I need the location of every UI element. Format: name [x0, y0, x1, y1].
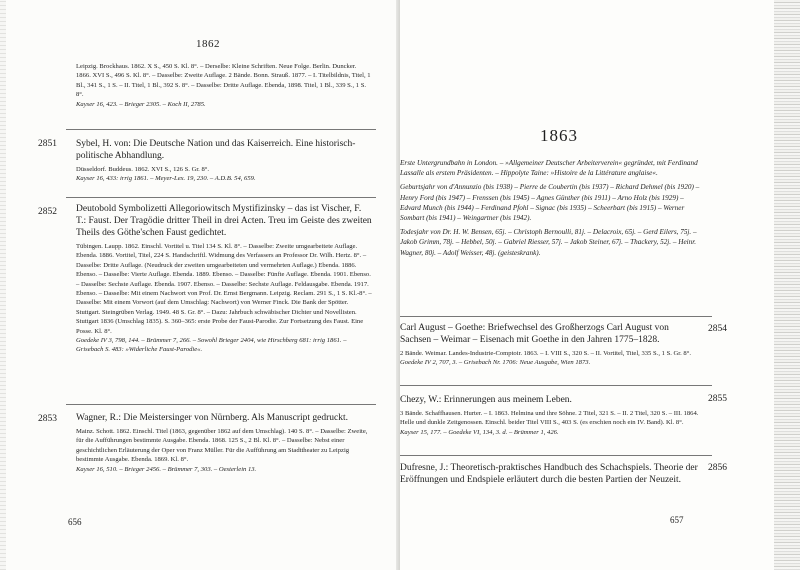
entry-meta: Tübingen. Laupp. 1862. Einschl. Vortitel u. Titel 134 S. Kl. 8°. – Dasselbe: Zweite umgearbeitete Auflage. Ebenda. 1886. Vortitel, Titel, 224 S. Handschriftl. Widmung des Verfassers an Professor Dr. Wilh. Hertz. 8°. – Dasselbe: Dritte Auflage. (Neudruck der zweiten umgearbeiteten und vermehrten Auflage.) Ebenda. 1886. Ebenso. – Dasselbe: Vierte Auflage. Ebenda. 1889. Ebenso. – Dasselbe: Fünfte Auflage. Ebenda. 1901. Ebenso. – Dasselbe: Sechste Auflage. Ebenda. 1907. Ebenso. – Dasselbe: Sechste Auflage. Feldausgabe. Ebenda. 1917. Ebenso. – Dasselbe: Mit einem Nachwort von Prof. Dr. Ernst Bergmann. Leipzig. Reclam. 291 S., 1 S. Kl.-8°. – Dasselbe: Mit einem Vorwort (auf dem Umschlag: Nachwort) von Werner Finck. Die Bank der Spötter. Stuttgart. Steingrüben Verlag. 1949. 48 S. Gr. 8°. – Dazu: Jahrbuch schwäbischer Dichter und Novellisten. Stuttgart 1836 (Umschlag 1835). S. 360–365: erste Probe der Faust-Parodie. Zur Fortsetzung des Faust. Eine Posse. Kl. 8°.: [76, 243, 372, 335]
divider: [66, 129, 376, 130]
right-page: [400, 0, 800, 570]
entry-2855: [400, 394, 702, 437]
entry-2856: [400, 462, 702, 486]
entry-title: Wagner, R.: Die Meistersinger von Nürnberg. Als Manuscript gedruckt.: [76, 413, 349, 423]
intro-paragraph: Erste Untergrundbahn in London. – »Allgemeiner Deutscher Arbeiterverein« gegründet, mit Ferdinand Lassalle als erstem Präsidenten. – Hippolyte Taine: »Histoire de la Littérature anglaise«.: [400, 159, 698, 178]
entry-refs: Goedeke IV 3, 798, 144. – Brümmer 7, 266. – Sowohl Brieger 2404, wie Hirschberg 681: irrig 1861. – Grisebach S. 483: »Widerliche Faust-Parodie«.: [76, 337, 347, 354]
scan-edge-left: [0, 0, 6, 570]
entry-title: Sybel, H. von: Die Deutsche Nation und das Kaiserreich. Eine historisch-politische Abhandlung.: [76, 139, 356, 161]
year-introduction: [400, 158, 704, 262]
divider: [400, 455, 712, 456]
entry-2853: [76, 412, 372, 474]
entry-meta: Düsseldorf. Buddeus. 1862. XVI S., 126 S. Gr. 8°.: [76, 166, 210, 173]
entry-meta: Mainz. Schott. 1862. Einschl. Titel (1863, gegenüber 1862 auf dem Umschlag). 140 S. 8°. – Dasselbe: Zweite, für die Aufführungen bestimmte Ausgabe. Ebenda. 1868. 125 S., 2 Bl. Kl. 8°. – Dasselbe: Nebst einer geschichtlichen Erläuterung der Oper von Franz Müller. Für die Aufführung am Stadttheater zu Leipzig bestimmte Ausgabe. Ebenda. 1869. Kl. 8°.: [76, 428, 368, 464]
folio: 657: [670, 515, 684, 525]
divider: [66, 404, 376, 405]
scan-edge-right: [774, 0, 800, 570]
entry-2852: [76, 203, 372, 355]
entry-number: 2856: [708, 463, 727, 473]
entry-2854: [400, 322, 702, 368]
running-head: 1862: [196, 38, 220, 50]
entry-meta: Leipzig. Brockhaus. 1862. X S., 450 S. Kl. 8°. – Derselbe: Kleine Schriften. Neue Folge. Berlin. Duncker. 1866. XVI S., 496 S. Kl. 8°. – Dasselbe: Zweite Auflage. 2 Bände. Bonn. Strauß. 1877. – I. Titelbildnis, Titel, 1 Bl., 341 S., 1 S. – II. Titel, 1 Bl., 392 S. 8°. – Dasselbe: Dritte Auflage. Ebenda, 1898. Titel, 1 Bl., 339 S., 1 S. 8°.: [76, 63, 371, 99]
divider: [66, 197, 376, 198]
entry-refs: Kayser 16, 433: irrig 1861. – Meyer-Lex. 19, 230. – A.D.B. 54, 659.: [76, 175, 256, 183]
folio: 656: [68, 517, 82, 527]
entry-refs: Kayser 16, 423. – Brieger 2305. – Koch II, 2785.: [76, 100, 206, 108]
divider: [400, 316, 712, 317]
entry-refs: Kayser 16, 510. – Brieger 2456. – Brümmer 7, 303. – Oesterlein 13.: [76, 465, 257, 473]
entry-number: 2853: [38, 414, 57, 424]
entry-number: 2852: [38, 207, 57, 217]
intro-paragraph: Geburtsjahr von d'Annunzio (bis 1938) – Pierre de Coubertin (bis 1937) – Richard Dehmel (bis 1920) – Henry Ford (bis 1947) – Frenssen (bis 1945) – Agnes Günther (bis 1911) – Arno Holz (bis 1929) – Edvard Munch (bis 1944) – Ferdinand Pfohl – Signac (bis 1935) – Scheerbart (bis 1915) – Werner Sombart (bis 1941) – Weingartner (bis 1942).: [400, 183, 700, 223]
entry-number: 2855: [708, 394, 727, 404]
entry-meta: 3 Bände. Schaffhausen. Hurter. – I. 1863. Helmina und ihre Söhne. 2 Titel, 321 S. – II. 2 Titel, 320 S. – III. 1864. Helle und dunkle Zeitgenossen. Einschl. beider Titel VIII S., 403 S. (es erschien noch ein IV. Band). Kl. 8°.: [400, 410, 699, 427]
continuation-entry: [76, 62, 372, 109]
intro-paragraph: Todesjahr von Dr. H. W. Bensen, 65j. – Christoph Bernoulli, 81j. – Delacroix, 65j. – Gerd Eilers, 75j. – Jakob Grimm, 78j. – Hebbel, 50j. – Gabriel Riesser, 57j. – Jakob Steiner, 67j. – Thackery, 52j. – Heinr. Wagner, 80j. – Adolf Weisser, 48j. (geisteskrank).: [400, 228, 697, 257]
entry-2851: [76, 138, 372, 184]
entry-meta: 2 Bände. Weimar. Landes-Industrie-Comptoir. 1863. – I. VIII S., 320 S. – II. Vortitel, Titel, 335 S., 1 S. Gr. 8°.: [400, 350, 692, 357]
entry-title: Carl August – Goethe: Briefwechsel des Großherzogs Carl August von Sachsen – Weimar – Eisenach mit Goethe in den Jahren 1775–1828.: [400, 323, 669, 345]
entry-title: Deutobold Symbolizetti Allegoriowitsch Mystifizinsky – das ist Vischer, F. T.: Faust. Der Tragödie dritter Theil in drei Acten. Treu im Geiste des zweiten Theils des Göthe'schen Faust gedichtet.: [76, 204, 372, 238]
entry-number: 2851: [38, 139, 57, 149]
entry-refs: Goedeke IV 2, 707, 3. – Grisebach Nr. 1706: Neue Ausgabe, Wien 1873.: [400, 359, 591, 367]
year-heading: 1863: [540, 126, 578, 145]
entry-refs: Kayser 15, 177. – Goedeke VI, 134, 3. d. – Brümmer 1, 426.: [400, 428, 559, 436]
entry-title: Chezy, W.: Erinnerungen aus meinem Leben.: [400, 395, 572, 405]
entry-number: 2854: [708, 324, 727, 334]
divider: [400, 385, 712, 386]
entry-title: Dufresne, J.: Theoretisch-praktisches Handbuch des Schachspiels. Theorie der Eröffnungen und Endspiele erläutert durch die besten Partien der Neuzeit.: [400, 463, 698, 485]
